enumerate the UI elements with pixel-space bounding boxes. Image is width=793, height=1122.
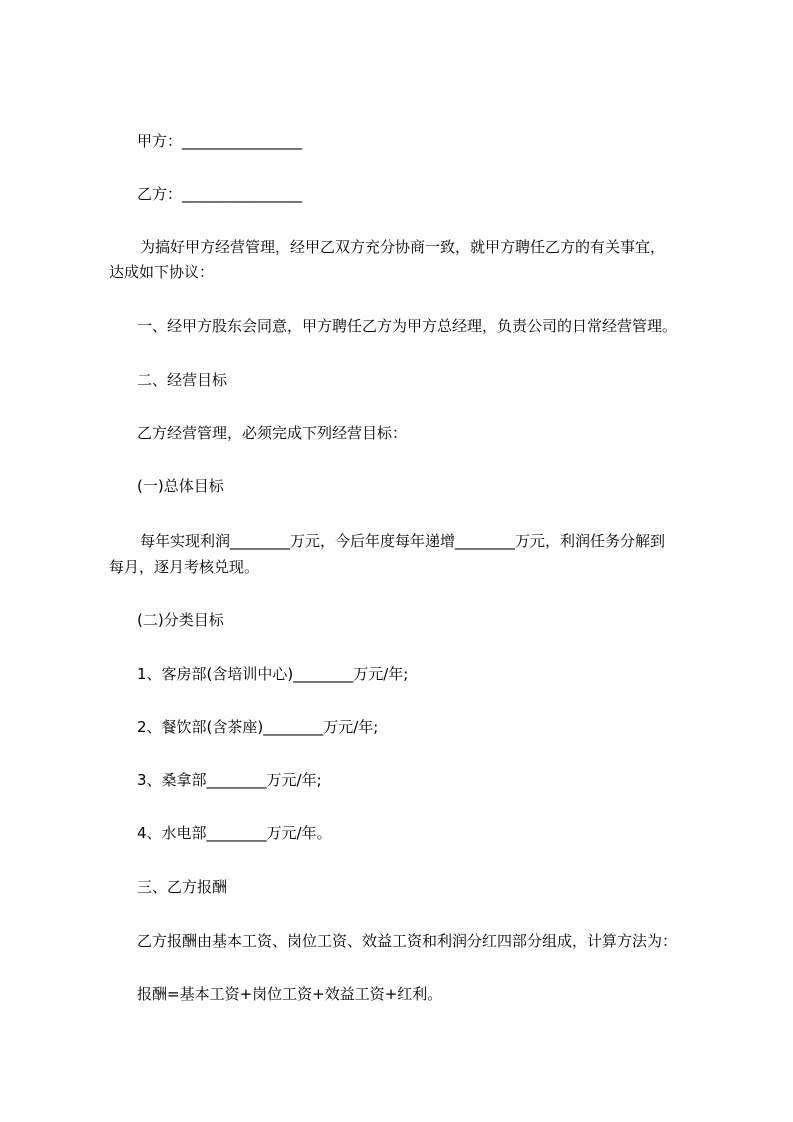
category-item-1: 1、客房部(含培训中心)________万元/年; <box>137 665 409 683</box>
section-2-heading: 二、经营目标 <box>137 371 228 389</box>
category-item-2: 2、餐饮部(含茶座)________万元/年; <box>137 718 379 736</box>
party-b-line: 乙方：________________ <box>137 185 303 203</box>
overall-target-line-1: 每年实现利润________万元，今后年度每年递增________万元，利润任务分解到 <box>140 532 666 550</box>
intro-line-2: 达成如下协议： <box>109 263 215 281</box>
section-2-text: 乙方经营管理，必须完成下列经营目标： <box>137 424 408 442</box>
intro-line-1: 为搞好甲方经营管理，经甲乙双方充分协商一致，就甲方聘任乙方的有关事宜， <box>140 238 666 256</box>
salary-formula: 报酬=基本工资+岗位工资+效益工资+红利。 <box>137 985 443 1003</box>
party-a-line: 甲方：________________ <box>137 132 303 150</box>
section-3-text: 乙方报酬由基本工资、岗位工资、效益工资和利润分红四部分组成，计算方法为： <box>137 932 678 950</box>
overall-target-heading: (一)总体目标 <box>137 477 224 495</box>
section-3-heading: 三、乙方报酬 <box>137 878 228 896</box>
section-1-text: 一、经甲方股东会同意，甲方聘任乙方为甲方总经理，负责公司的日常经营管理。 <box>137 317 678 335</box>
category-target-heading: (二)分类目标 <box>137 611 224 629</box>
category-item-4: 4、水电部________万元/年。 <box>137 824 332 842</box>
overall-target-line-2: 每月，逐月考核兑现。 <box>109 558 260 576</box>
category-item-3: 3、桑拿部________万元/年; <box>137 771 322 789</box>
